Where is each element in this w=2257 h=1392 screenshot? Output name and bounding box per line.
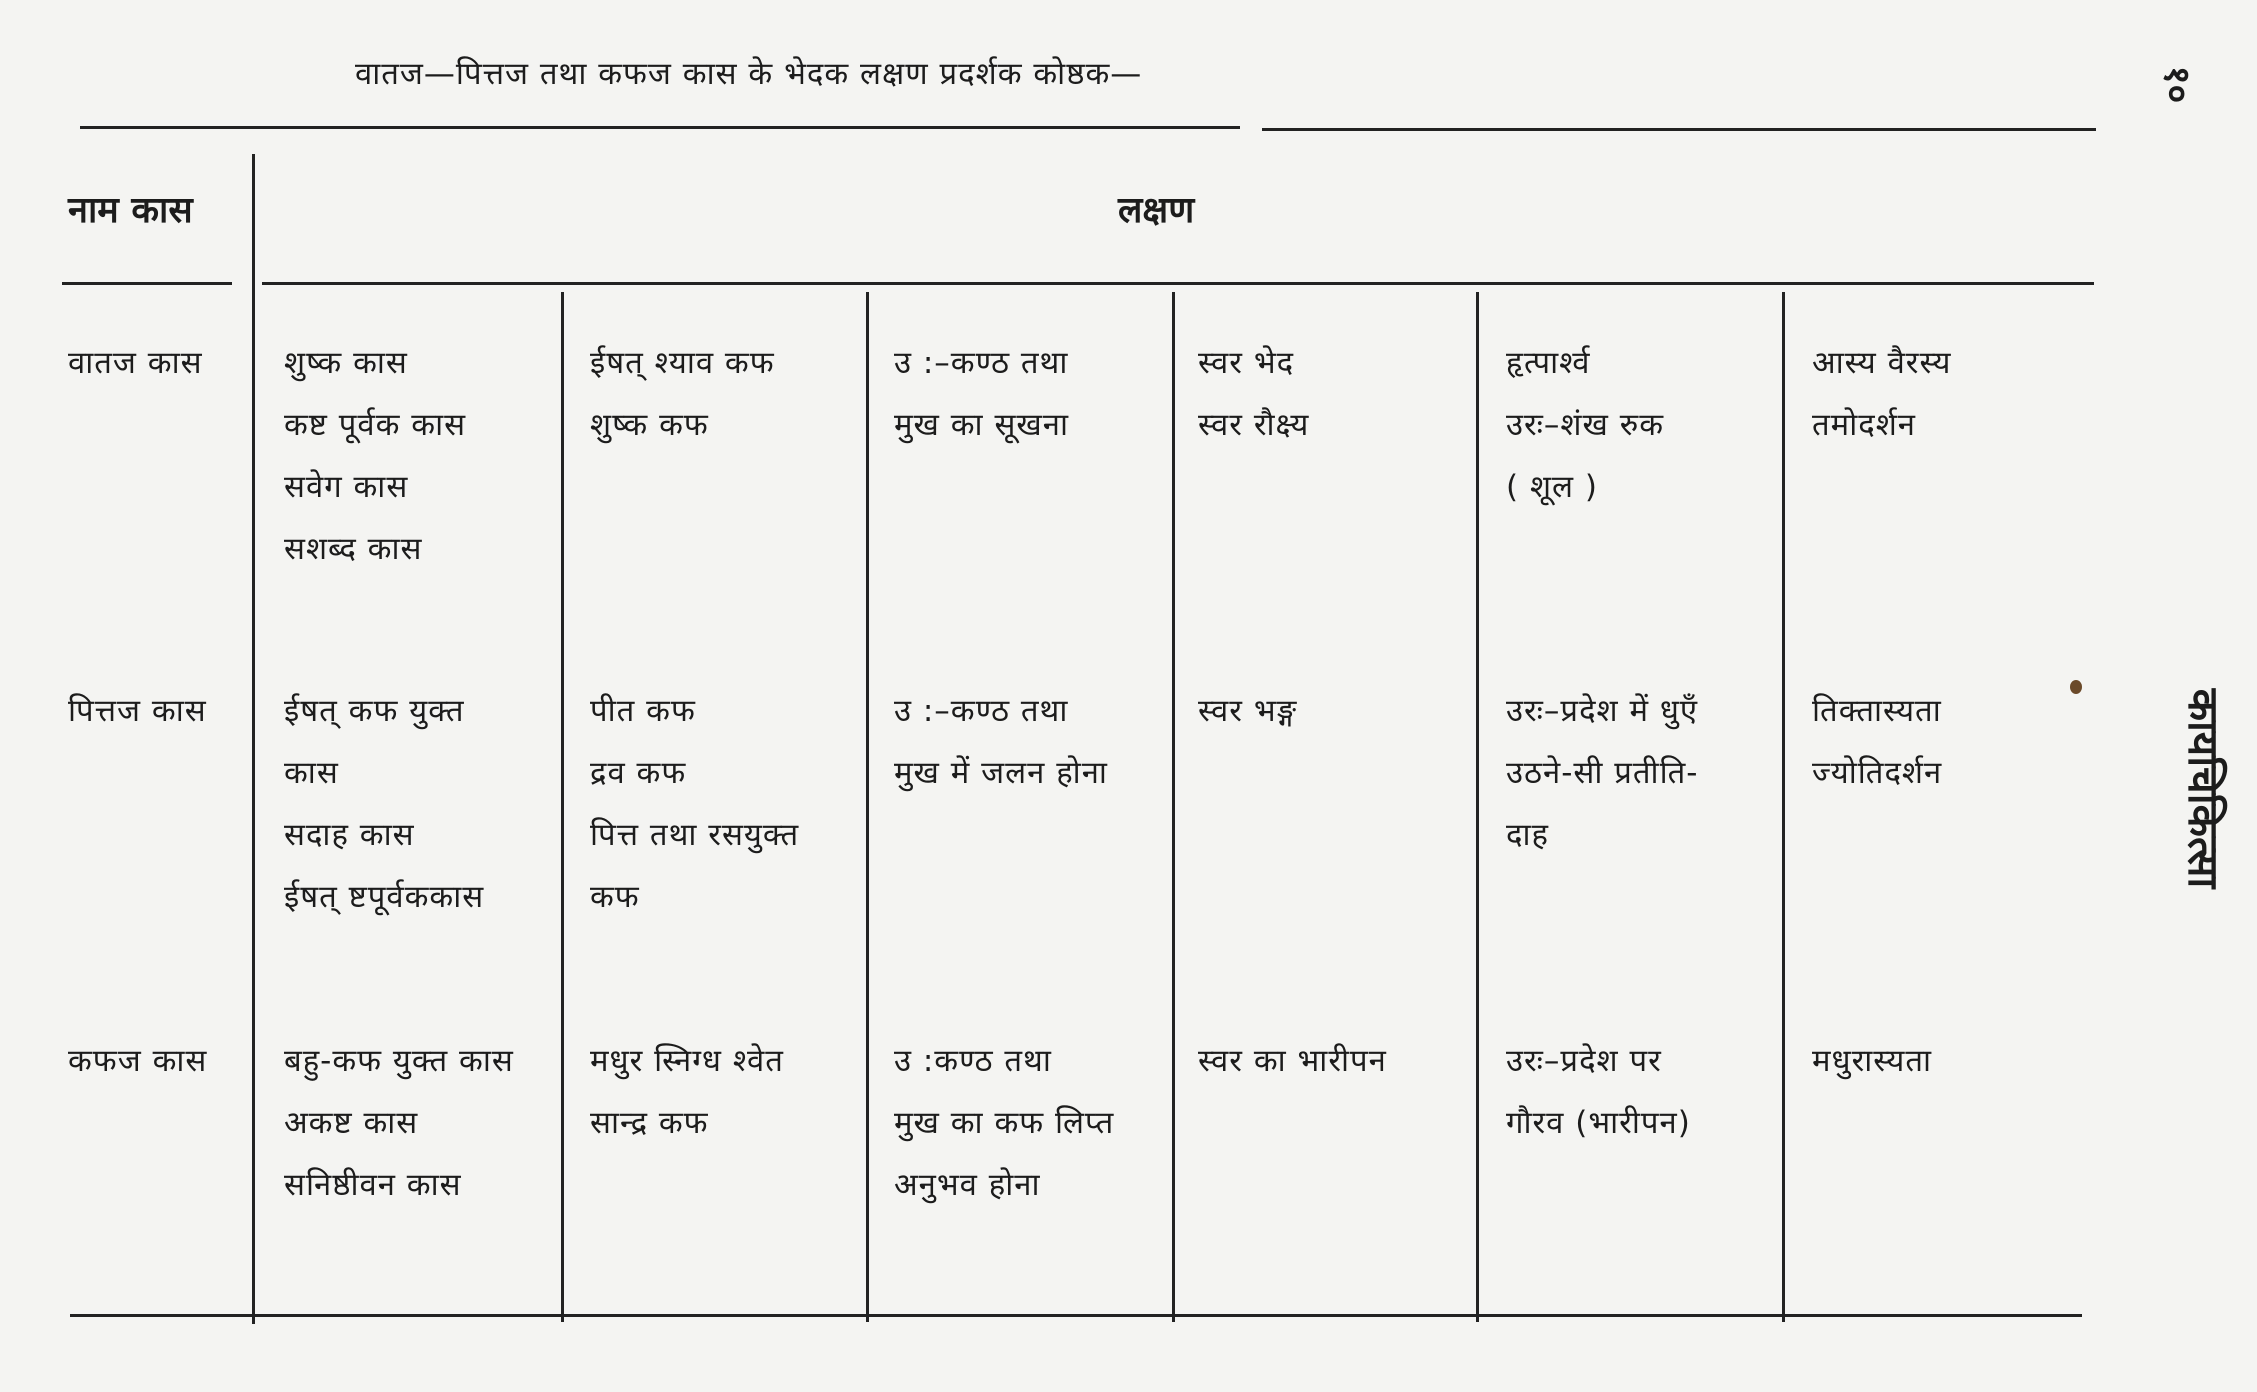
kaphaj-chest: उरः–प्रदेश पर गौरव (भारीपन): [1506, 1043, 1691, 1141]
bottom-rule: [70, 1314, 2082, 1317]
vataj-voice: स्वर भेद स्वर रौक्ष्य: [1198, 345, 1310, 443]
pittaj-sputum: पीत कफ द्रव कफ पित्त तथा रसयुक्त कफ: [590, 693, 800, 915]
running-head: कायचिकित्सा: [2179, 688, 2229, 889]
top-rule-left: [80, 126, 1240, 129]
pittaj-mouth: तिक्तास्यता ज्योतिदर्शन: [1812, 693, 1943, 791]
column-divider-2: [866, 292, 869, 1322]
row-name-vataj: वातज कास: [68, 345, 203, 381]
vataj-sputum: ईषत् श्याव कफ शुष्क कफ: [590, 345, 775, 443]
kaphaj-throat: उ :कण्ठ तथा मुख का कफ लिप्त अनुभव होना: [894, 1043, 1115, 1203]
table-title: वातज—पित्तज तथा कफज कास के भेदक लक्षण प्रदर्शक कोष्ठक—: [355, 56, 1143, 92]
header-rule-name: [62, 282, 232, 285]
column-divider-4: [1476, 292, 1479, 1322]
kaphaj-cough-type: बहु-कफ युक्त कास अकष्ट कास सनिष्ठीवन कास: [284, 1043, 514, 1203]
pittaj-cough-type: ईषत् कफ युक्त कास सदाह कास ईषत् ष्टपूर्वककास: [284, 693, 485, 915]
row-name-pittaj: पित्तज कास: [68, 693, 207, 729]
column-divider-3: [1172, 292, 1175, 1322]
vataj-chest: हृत्पार्श्व उरः–शंख रुक ( शूल ): [1506, 345, 1665, 505]
pittaj-chest: उरः–प्रदेश में धुएँ उठने-सी प्रतीति- दाह: [1506, 693, 1699, 853]
kaphaj-mouth: मधुरास्यता: [1812, 1043, 1933, 1079]
header-symptoms-column: लक्षण: [1118, 190, 1195, 231]
ink-spot: [2070, 680, 2082, 694]
pittaj-voice: स्वर भङ्ग: [1198, 693, 1298, 729]
vataj-mouth: आस्य वैरस्य तमोदर्शन: [1812, 345, 1952, 443]
column-divider-5: [1782, 292, 1785, 1322]
column-divider-1: [561, 292, 564, 1322]
vataj-cough-type: शुष्क कास कष्ट पूर्वक कास सवेग कास सशब्द कास: [284, 345, 467, 567]
pittaj-throat: उ :–कण्ठ तथा मुख में जलन होना: [894, 693, 1108, 791]
page-number: १०: [2156, 65, 2198, 104]
kaphaj-sputum: मधुर स्निग्ध श्वेत सान्द्र कफ: [590, 1043, 784, 1141]
kaphaj-voice: स्वर का भारीपन: [1198, 1043, 1387, 1079]
row-name-kaphaj: कफज कास: [68, 1043, 208, 1079]
column-divider-name: [252, 154, 255, 1324]
header-rule-symptoms: [262, 282, 2094, 285]
vataj-throat: उ :–कण्ठ तथा मुख का सूखना: [894, 345, 1069, 443]
top-rule-right: [1262, 128, 2096, 131]
header-name-column: नाम कास: [68, 190, 193, 231]
